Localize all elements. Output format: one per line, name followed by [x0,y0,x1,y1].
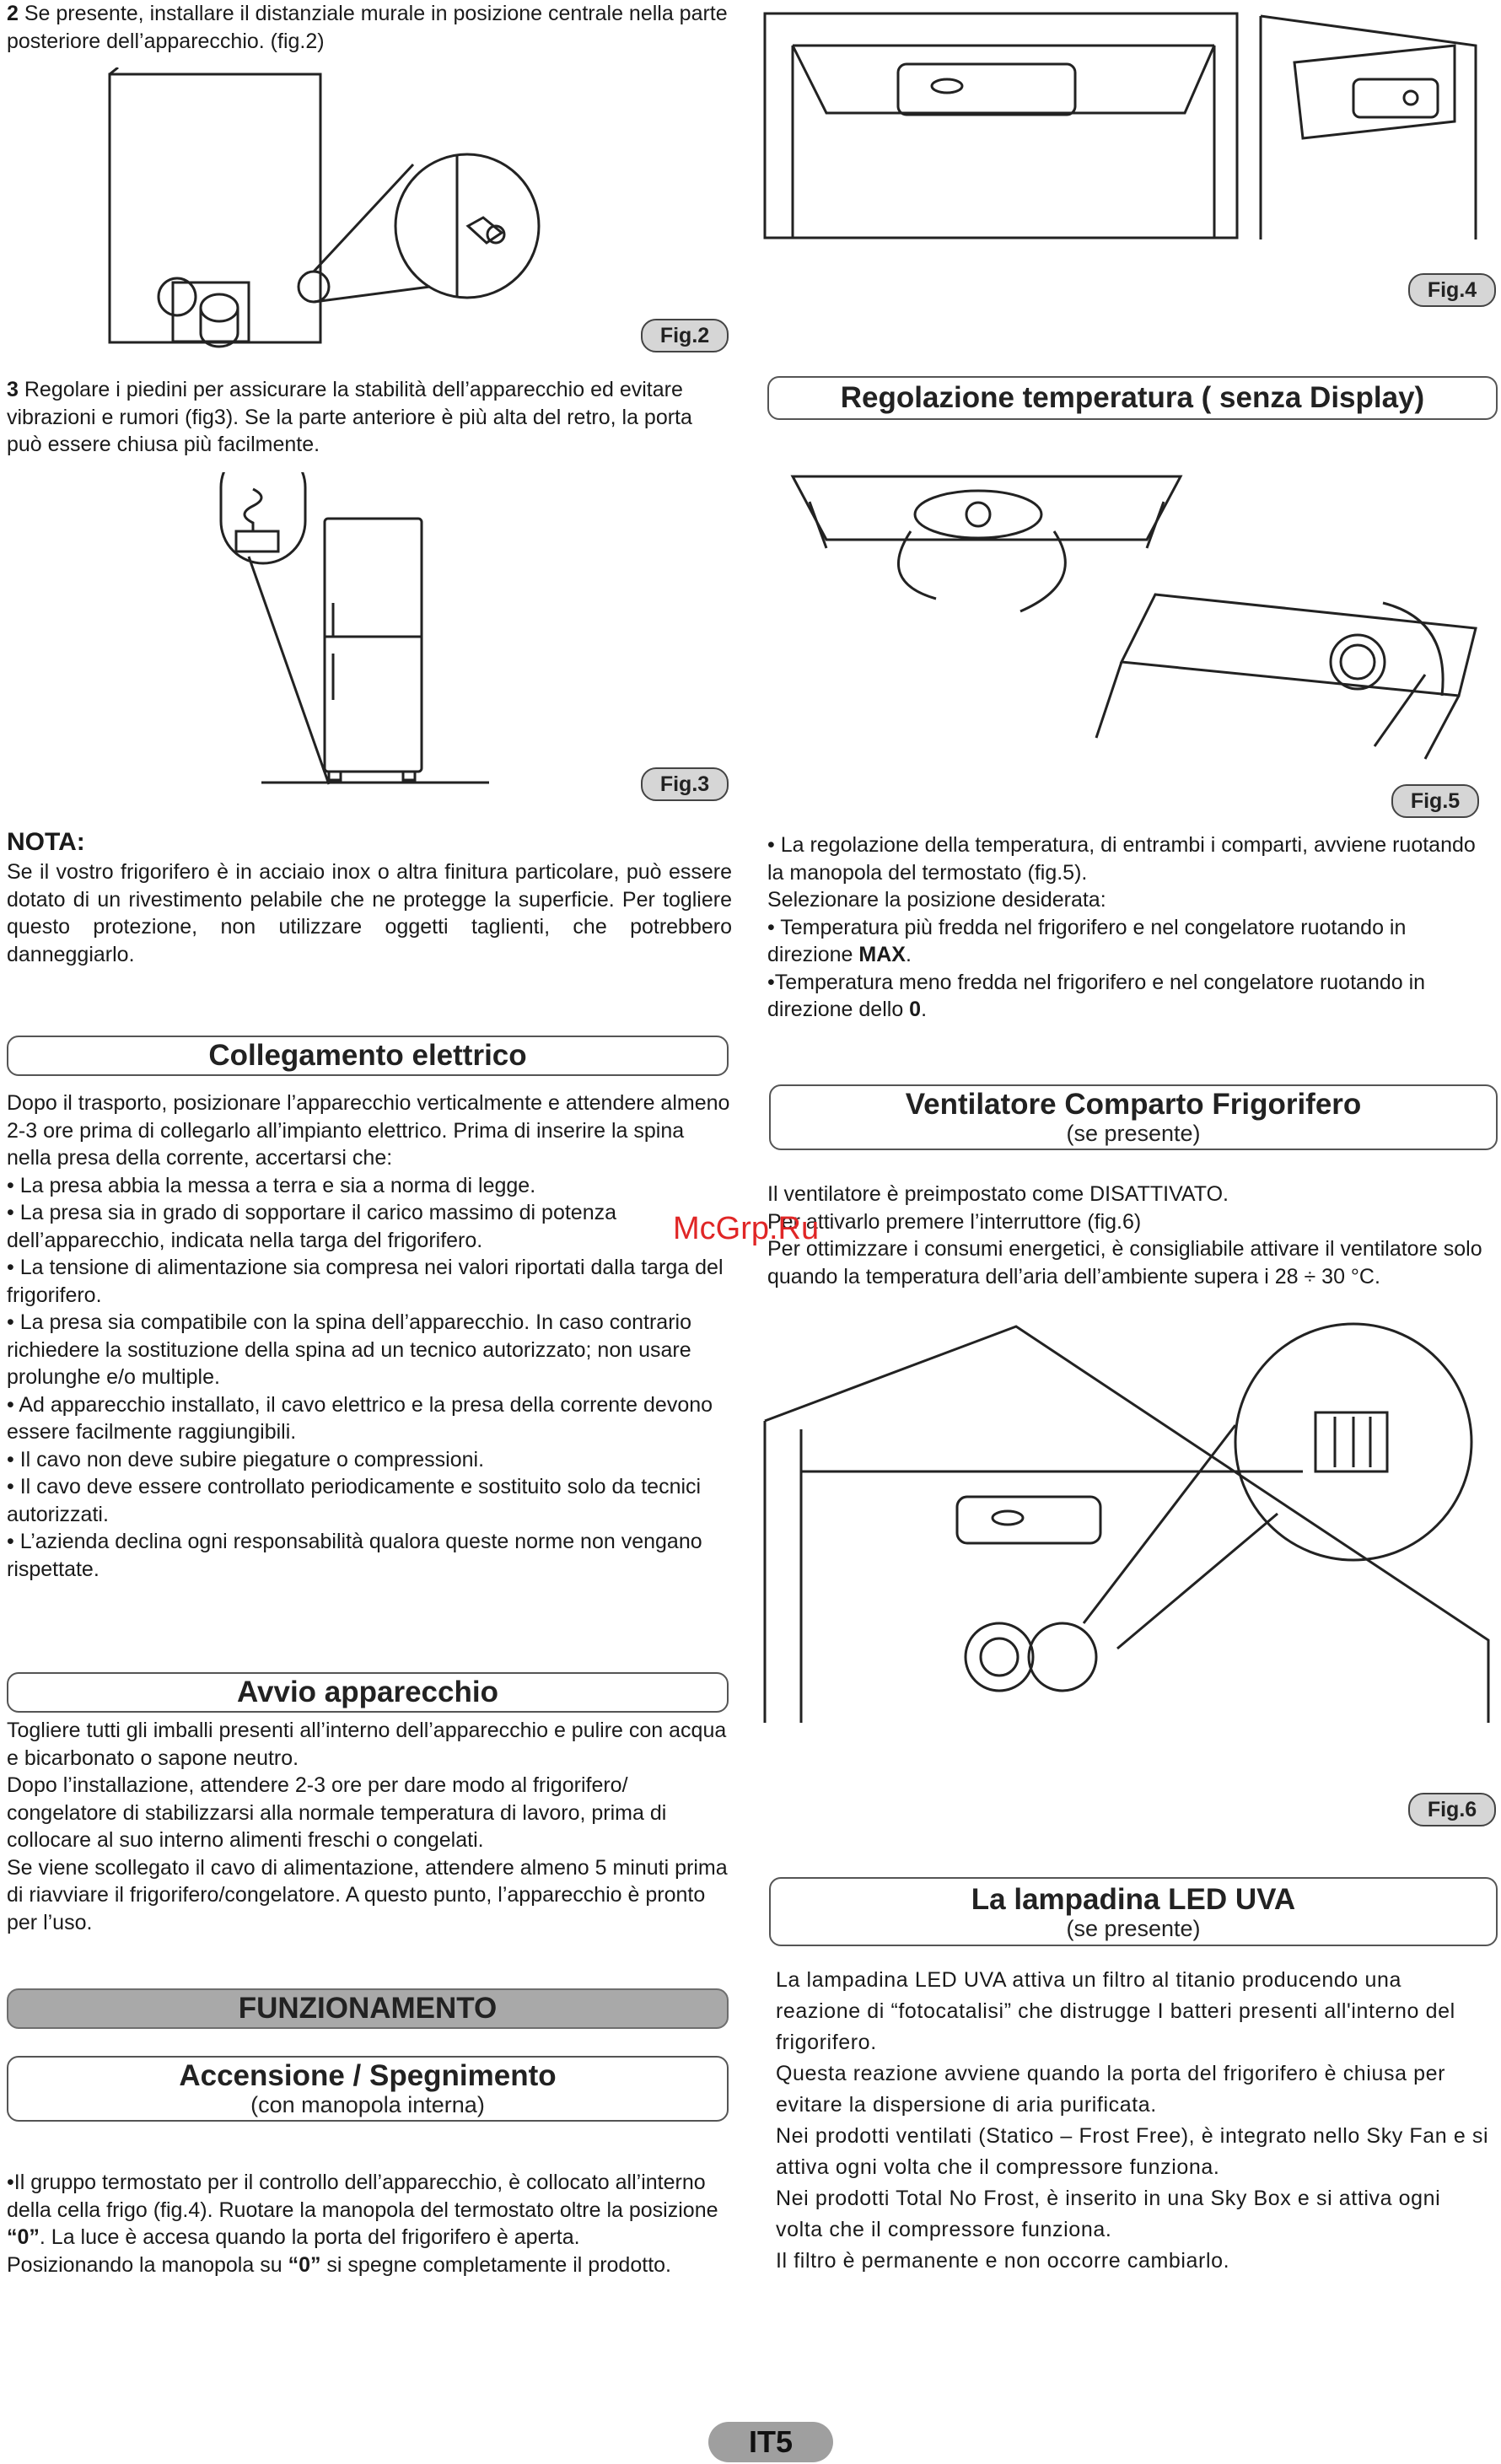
ventilatore-heading: Ventilatore Comparto Frigorifero (se presente) [769,1084,1498,1150]
fig5-illustration [784,468,1493,763]
regolazione-body: • La regolazione della temperatura, di entrambi i comparti, avviene ruotando la manopola del termostato (fig.5). Selezionare la posizione desiderata: • Temperatura più fredda nel frigorifero e nel congelatore ruotando in direzione MAX. •Temperatura meno fredda nel frigorifero e nel congelatore ruotando in direzione dello 0. [767,833,1476,1021]
fig5-label: Fig.5 [1391,784,1479,818]
fig6-illustration [763,1320,1497,1724]
watermark-text: McGrp.Ru [673,1211,820,1246]
list-item: • Il cavo deve essere controllato periodicamente e sostituito solo da tecnici autorizzati. [7,1475,702,1526]
avvio-body: Togliere tutti gli imballi presenti all’interno dell’apparecchio e pulire con acqua e bicarbonato o sapone neutro. Dopo l’installazione, attendere 2-3 ore per dare modo al frigorifero/ congelatore di stabilizzarsi alla normale temperatura di lavoro, prima di collocare al suo interno alimenti freschi o congelati. Se viene scollegato il cavo di alimentazione, attendere almeno 5 minuti prima di riavviare il frigorifero/congelatore. A questo punto, l’apparecchio è pronto per l’uso. [7,1719,728,1934]
regolazione-heading: Regolazione temperatura ( senza Display) [767,376,1498,420]
list-item: • La tensione di alimentazione sia compresa nei valori riportati dalla targa del frigorifero. [7,1256,724,1307]
funzionamento-banner: FUNZIONAMENTO [7,1988,729,2029]
ventilatore-body: Il ventilatore è preimpostato come DISATTIVATO. Per attivarlo premere l’interruttore (fig.6) Per ottimizzare i consumi energetici, è consigliabile attivare il ventilatore solo quando la temperatura dell’aria dell’ambiente supera i 28 ÷ 30 °C. [767,1182,1482,1288]
fig2-illustration [93,67,548,354]
avvio-heading: Avvio apparecchio [7,1672,729,1713]
fig6-label: Fig.6 [1408,1793,1496,1826]
collegamento-heading: Collegamento elettrico [7,1036,729,1076]
accensione-heading: Accensione / Spegnimento (con manopola interna) [7,2056,729,2122]
list-item: • La presa abbia la messa a terra e sia a norma di legge. [7,1173,536,1197]
step2-text: 2 Se presente, installare il distanziale murale in posizione centrale nella parte posteriore dell’apparecchio. (fig.2) [7,2,728,53]
nota-section [7,826,732,968]
list-item: • La presa sia in grado di sopportare il carico massimo di potenza dell’apparecchio, indicata nella targa del frigorifero. [7,1201,617,1252]
fig4-label: Fig.4 [1408,273,1496,307]
lampadina-body: La lampadina LED UVA attiva un filtro al titanio producendo una reazione di “fotocatalisi” che distrugge I batteri presenti all'interno del frigorifero. Questa reazione avviene quando la porta del frigorifero è chiusa per evitare la dispersione di aria purificata. Nei prodotti ventilati (Statico – Frost Free), è integrato nello Sky Fan e si attiva ogni volta che il compressore funziona. Nei prodotti Total No Frost, è inserito in una Sky Box e si attiva ogni volta che il compressore funziona. Il filtro è permanente e non occorre cambiarlo. [776,1968,1489,2273]
list-item: • La presa sia compatibile con la spina dell’apparecchio. In caso contrario richiedere la sostituzione della spina ad un tecnico autorizzato; non usare prolunghe e/o multiple. [7,1310,691,1389]
lampadina-heading: La lampadina LED UVA (se presente) [769,1877,1498,1946]
list-item: • L’azienda declina ogni responsabilità qualora queste norme non vengano rispettate. [7,1530,702,1581]
nota-title: NOTA: [7,828,85,856]
step3-text: 3 Regolare i piedini per assicurare la stabilità dell’apparecchio ed evitare vibrazioni e rumori (fig3). Se la parte anteriore è più alta del retro, la porta può essere chiusa più facilmente. [7,378,692,456]
accensione-body: •Il gruppo termostato per il controllo dell’apparecchio, è collocato all’interno della cella frigo (fig.4). Ruotare la manopola del termostato oltre la posizione “0”. La luce è accesa quando la porta del frigorifero è aperta. Posizionando la manopola su “0” si spegne completamente il prodotto. [7,2171,718,2277]
list-item: • Ad apparecchio installato, il cavo elettrico e la presa della corrente devono essere facilmente raggiungibili. [7,1392,713,1444]
page-number: IT5 [708,2422,833,2462]
list-item: • Il cavo non deve subire piegature o compressioni. [7,1447,485,1471]
fig4-illustration [763,12,1497,239]
fig2-label: Fig.2 [641,319,729,352]
fig3-label: Fig.3 [641,767,729,801]
nota-text: Se il vostro frigorifero è in acciaio inox o altra finitura particolare, può essere dotato di un rivestimento pelabile che ne protegge la superficie. Per togliere questo protezione, non utilizzare oggetti taglienti, che potrebbero danneggiarlo. [7,860,732,966]
fig3-illustration [211,472,514,793]
collegamento-body: Dopo il trasporto, posizionare l’apparecchio verticalmente e attendere almeno 2-3 ore prima di collegarlo all’impianto elettrico. Prima di inserire la spina nella presa della corrente, accertarsi che: • La presa abbia la messa a terra e sia a norma di legge. • La presa sia in grado di sopportare il carico massimo di potenza dell’apparecchio, indicata nella targa del frigorifero. • La tensione di alimentazione sia compresa nei valori riportati dalla targa del frigorifero. • La presa sia compatibile con la spina dell’apparecchio. In caso contrario richiedere la sostituzione della spina ad un tecnico autorizzato; non usare prolunghe e/o multiple. • Ad apparecchio installato, il cavo elettrico e la presa della corrente devono essere facilmente raggiungibili. • Il cavo non deve subire piegature o compressioni. • Il cavo deve essere controllato periodicamente e sostituito solo da tecnici autorizzati. • L’azienda declina ogni responsabilità qualora queste norme non vengano rispettate. [7,1089,732,1583]
